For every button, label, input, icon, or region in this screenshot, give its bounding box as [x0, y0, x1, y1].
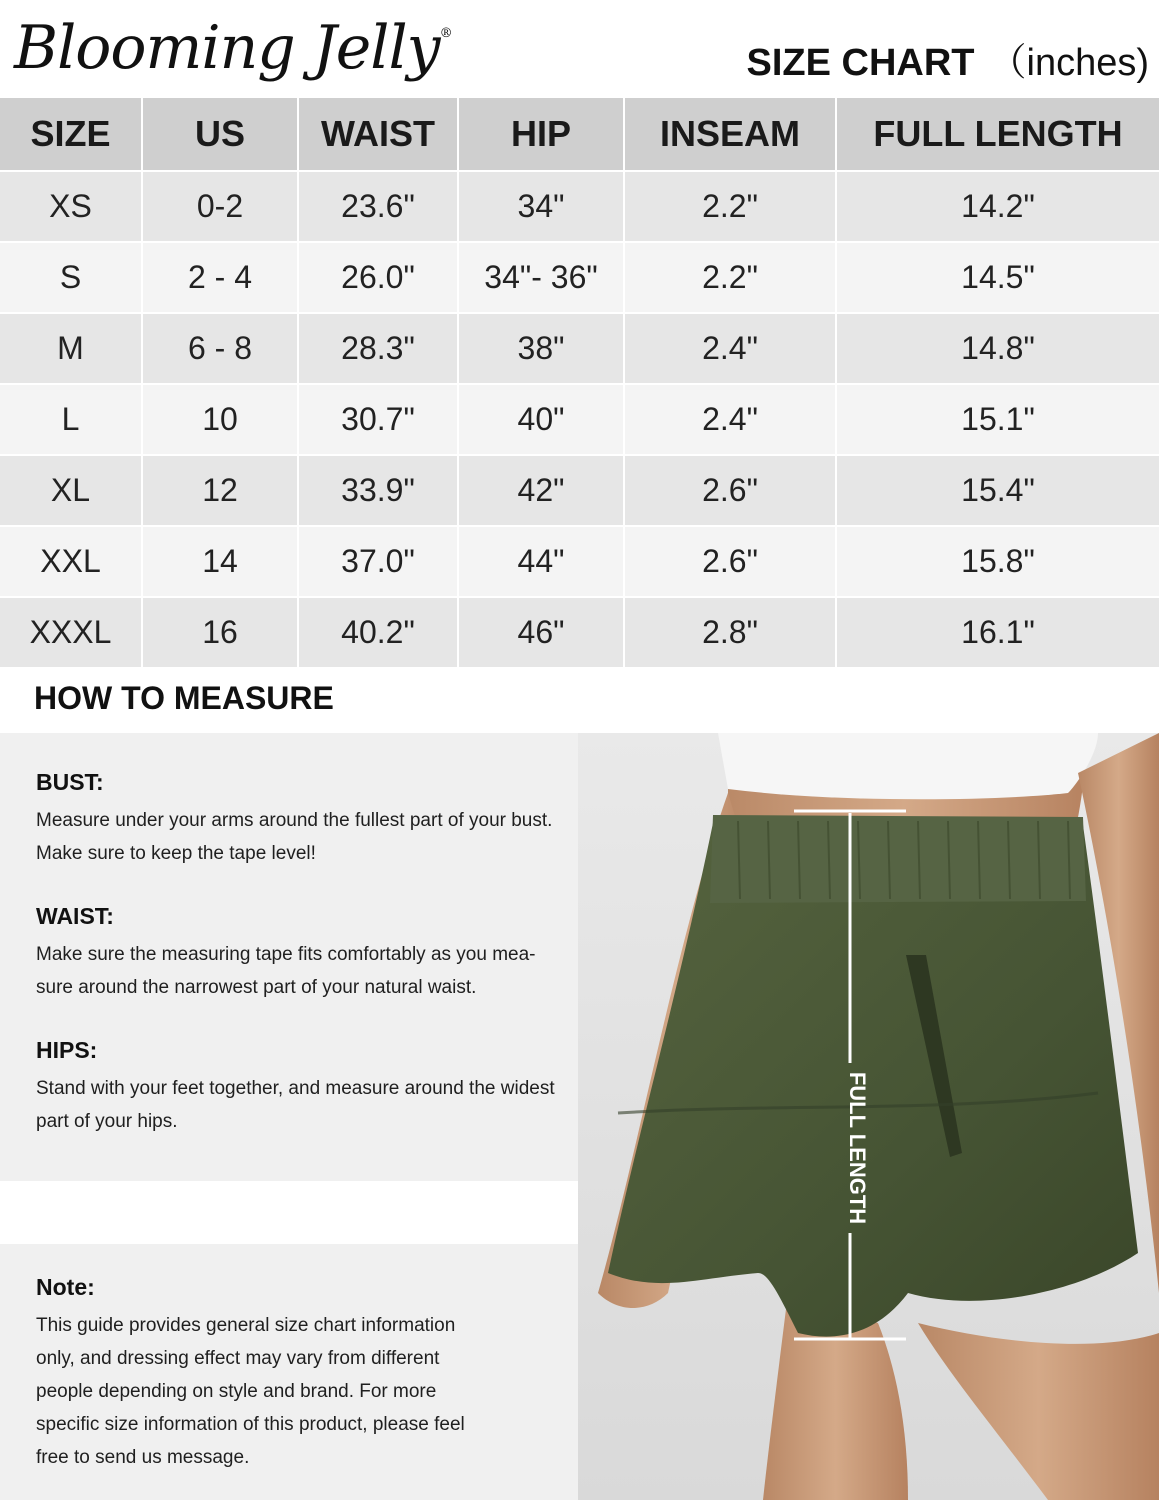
table-header-row	[0, 98, 1159, 171]
waist-instructions	[36, 903, 626, 1004]
cell-hip: 44"	[458, 526, 624, 597]
full-length-label: FULL LENGTH	[845, 1071, 870, 1225]
cell-full-length: 15.4"	[836, 455, 1159, 526]
header-size: SIZE	[0, 98, 142, 171]
table-row	[0, 171, 1159, 242]
cell-inseam: 2.6"	[624, 526, 836, 597]
cell-full-length: 14.5"	[836, 242, 1159, 313]
cell-inseam: 2.2"	[624, 242, 836, 313]
table-row	[0, 384, 1159, 455]
size-chart-title-text: SIZE CHART	[746, 42, 975, 84]
note-block	[36, 1274, 556, 1474]
cell-inseam: 2.4"	[624, 313, 836, 384]
size-table	[0, 98, 1159, 667]
cell-waist: 26.0"	[298, 242, 458, 313]
cell-waist: 30.7"	[298, 384, 458, 455]
cell-inseam: 2.4"	[624, 384, 836, 455]
hips-text-line: part of your hips.	[36, 1111, 178, 1132]
table-row	[0, 313, 1159, 384]
cell-full-length: 14.2"	[836, 171, 1159, 242]
header-us: US	[142, 98, 298, 171]
table-row	[0, 455, 1159, 526]
header-hip: HIP	[458, 98, 624, 171]
waist-heading: WAIST:	[36, 903, 114, 929]
bust-text-line: Make sure to keep the tape level!	[36, 843, 316, 864]
cell-size: XXL	[0, 526, 142, 597]
cell-us: 6 - 8	[142, 313, 298, 384]
cell-hip: 46"	[458, 597, 624, 667]
cell-hip: 38"	[458, 313, 624, 384]
note-text-line: specific size information of this product, please feel	[36, 1414, 465, 1435]
cell-inseam: 2.2"	[624, 171, 836, 242]
cell-us: 14	[142, 526, 298, 597]
cell-full-length: 14.8"	[836, 313, 1159, 384]
header-full-length: FULL LENGTH	[836, 98, 1159, 171]
cell-waist: 37.0"	[298, 526, 458, 597]
hips-instructions	[36, 1037, 626, 1138]
size-chart-unit: （inches)	[988, 42, 1149, 84]
hips-text-line: Stand with your feet together, and measure around the widest	[36, 1078, 555, 1099]
header-inseam: INSEAM	[624, 98, 836, 171]
shorts-model-photo	[578, 733, 1159, 1500]
cell-full-length: 16.1"	[836, 597, 1159, 667]
waist-text-line: Make sure the measuring tape fits comfortably as you mea-	[36, 944, 536, 965]
table-row	[0, 242, 1159, 313]
cell-hip: 40"	[458, 384, 624, 455]
cell-size: XS	[0, 171, 142, 242]
note-text-line: free to send us message.	[36, 1447, 250, 1468]
cell-us: 0-2	[142, 171, 298, 242]
note-text-line: only, and dressing effect may vary from different	[36, 1348, 440, 1369]
cell-us: 12	[142, 455, 298, 526]
note-text-line: people depending on style and brand. For more	[36, 1381, 437, 1402]
cell-hip: 34"- 36"	[458, 242, 624, 313]
cell-size: M	[0, 313, 142, 384]
bust-heading: BUST:	[36, 769, 104, 795]
cell-us: 16	[142, 597, 298, 667]
table-row	[0, 526, 1159, 597]
hips-heading: HIPS:	[36, 1037, 98, 1063]
bust-text-line: Measure under your arms around the fullest part of your bust.	[36, 810, 553, 831]
cell-inseam: 2.6"	[624, 455, 836, 526]
waist-text-line: sure around the narrowest part of your natural waist.	[36, 977, 477, 998]
header-waist: WAIST	[298, 98, 458, 171]
cell-waist: 28.3"	[298, 313, 458, 384]
cell-hip: 42"	[458, 455, 624, 526]
cell-us: 10	[142, 384, 298, 455]
registered-mark: ®	[439, 26, 452, 41]
bust-instructions	[36, 769, 626, 870]
note-text-line: This guide provides general size chart information	[36, 1315, 456, 1336]
cell-inseam: 2.8"	[624, 597, 836, 667]
cell-waist: 23.6"	[298, 171, 458, 242]
cell-hip: 34"	[458, 171, 624, 242]
shorts-waistband	[710, 815, 1086, 903]
size-chart-title	[747, 40, 1150, 86]
cell-size: L	[0, 384, 142, 455]
cell-size: XL	[0, 455, 142, 526]
cell-waist: 33.9"	[298, 455, 458, 526]
how-to-measure-title: HOW TO MEASURE	[34, 680, 334, 716]
brand-logo	[14, 2, 452, 94]
cell-full-length: 15.1"	[836, 384, 1159, 455]
cell-size: S	[0, 242, 142, 313]
crop-top	[718, 733, 1098, 799]
cell-size: XXXL	[0, 597, 142, 667]
cell-waist: 40.2"	[298, 597, 458, 667]
cell-us: 2 - 4	[142, 242, 298, 313]
brand-name: Blooming Jelly	[14, 13, 440, 83]
table-row	[0, 597, 1159, 667]
note-heading: Note:	[36, 1274, 95, 1300]
cell-full-length: 15.8"	[836, 526, 1159, 597]
